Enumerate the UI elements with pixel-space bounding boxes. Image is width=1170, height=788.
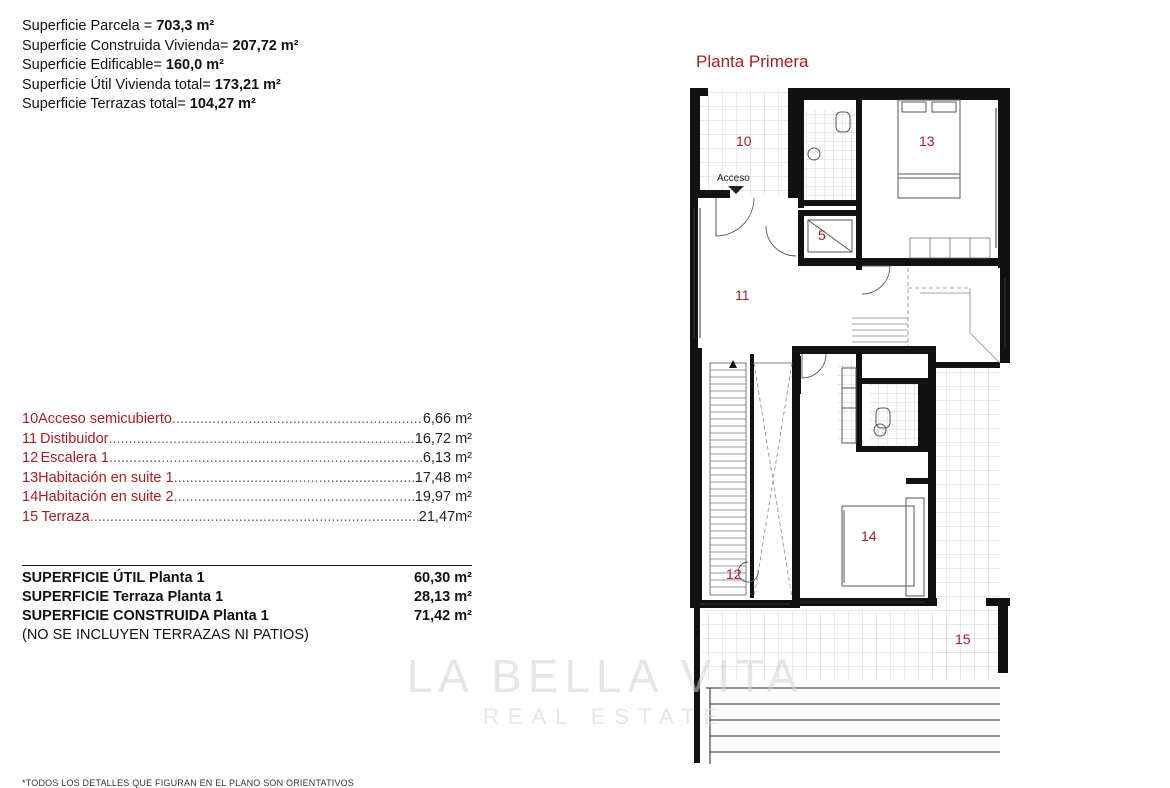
room-label-5: 5 bbox=[818, 227, 826, 243]
surface-summary bbox=[22, 17, 299, 115]
wardrobe-13 bbox=[910, 238, 990, 258]
room-label-13: 13 bbox=[919, 133, 935, 149]
room-label-12: 12 bbox=[726, 566, 742, 582]
room-label-15: 15 bbox=[955, 631, 971, 647]
total-row: SUPERFICIE CONSTRUIDA Planta 1 71,42 m² bbox=[22, 608, 472, 624]
summary-row: Superficie Útil Vivienda total= 173,21 m² bbox=[22, 76, 281, 93]
room-label-11: 11 bbox=[735, 287, 750, 303]
summary-row: Superficie Construida Vivienda= 207,72 m² bbox=[22, 37, 299, 54]
terrace-steps bbox=[706, 688, 1000, 764]
legend-item: 14 Habitación en suite 2 ..... 19,97 m² bbox=[22, 488, 472, 508]
room-legend bbox=[22, 410, 472, 527]
legend-item: 12 Escalera 1 ..... 6,13 m² bbox=[22, 449, 472, 469]
legend-item: 11 Distibuidor ..... 16,72 m² bbox=[22, 430, 472, 450]
access-label: Acceso bbox=[717, 173, 750, 184]
legend-item: 10 Acceso semicubierto ..... 6,66 m² bbox=[22, 410, 472, 430]
summary-row: Superficie Terrazas total= 104,27 m² bbox=[22, 96, 256, 112]
floor-totals bbox=[22, 565, 472, 645]
bathroom-floor-tiles bbox=[870, 380, 918, 452]
room-label-14: 14 bbox=[861, 528, 877, 544]
footnote: *TODOS LOS DETALLES QUE FIGURAN EN EL PLANO SON ORIENTATIVOS bbox=[22, 778, 355, 788]
room-label-10: 10 bbox=[736, 133, 752, 149]
floor-plan bbox=[680, 78, 1020, 768]
plan-title: Planta Primera bbox=[696, 52, 809, 71]
total-row: SUPERFICIE Terraza Planta 1 28,13 m² bbox=[22, 589, 472, 605]
watermark-brand: LA BELLA VITA bbox=[406, 650, 804, 702]
summary-row: Superficie Parcela = 703,3 m² bbox=[22, 18, 215, 34]
bathroom-floor-tiles bbox=[805, 110, 857, 200]
bed-13 bbox=[898, 100, 960, 198]
bed-14 bbox=[842, 498, 924, 596]
legend-item: 15 Terraza ..... 21,47m² bbox=[22, 508, 472, 528]
summary-row: Superficie Edificable= 160,0 m² bbox=[22, 57, 224, 73]
legend-item: 13 Habitación en suite 1 ..... 17,48 m² bbox=[22, 469, 472, 489]
watermark-subtitle: REAL ESTATE bbox=[482, 704, 728, 729]
divider bbox=[22, 565, 472, 566]
totals-note: (NO SE INCLUYEN TERRAZAS NI PATIOS) bbox=[22, 627, 309, 643]
total-row: SUPERFICIE ÚTIL Planta 1 60,30 m² bbox=[22, 570, 472, 586]
